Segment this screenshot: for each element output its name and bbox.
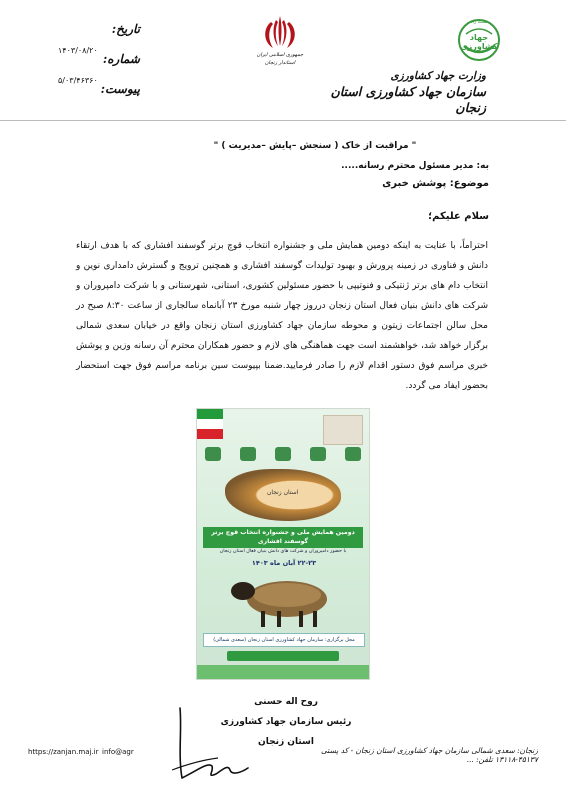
logo-icon [240, 447, 256, 461]
leaders-portraits-image [323, 415, 363, 445]
letter-body-paragraph: احتراماً، با عنایت به اینکه دومین همایش ملی و جشنواره انتخاب قوچ برتر گوسفند افشاری که با هدف ارتقاء دانش و فناوری در زمینه پرورش و بهبود تولیدات گوسفند افشاری و همچنین ترویج و گسترش دامداری نوین و انتخاب دام های برتر ژنتیکی و فنوتیپی با حضور مسئولین کشوری، استانی، شهرستانی و با شرکت دامپروران و شرکت های دانش بنیان فعال استان زنجان درروز چهار شنبه مورخ ۲۳ آبانماه سالجاری از ساعت ۸:۳۰ صبح در محل سالن اجتماعات زیتون و محوطه سازمان جهاد کشاورزی استان زنجان واقع در خیابان سعدی شمالی برگزار خواهد شد، خواهشمند است جهت هماهنگی های لازم و حضور همکاران محترم آن رسانه وزین و پوشش خبری مراسم فوق دستور اقدام لازم را صادر فرمایید.ضمنا بپیوست سین برنامه مراسم فوق جهت استحضار بحضور ایفاد می گردد. [76, 241, 488, 391]
greeting: سلام علیکم؛ [428, 211, 489, 222]
number-value: ۵/۰۳/۴۶۳۶۰ [58, 76, 98, 85]
logo-icon [275, 447, 291, 461]
poster-venue: محل برگزاری: سازمان جهاد کشاورزی استان زنجان (سعدی شمالی) [203, 633, 365, 647]
attachment-label: پیوست: [100, 82, 140, 96]
poster-title: دومین همایش ملی و جشنواره انتخاب قوچ برتر گوسفند افشاری [203, 527, 363, 548]
map-label: استان زنجان [267, 489, 299, 496]
number-label: شماره: [102, 52, 140, 66]
sheep-image [221, 569, 341, 629]
jahad-logo [450, 18, 508, 62]
recipient-line: به: مدیر مسئول محترم رسانه..... [341, 161, 489, 171]
website-link[interactable]: https://zanjan.maj.ir [28, 748, 99, 756]
handwritten-signature [168, 700, 258, 790]
ministry-name: وزارت جهاد کشاورزی [390, 70, 486, 82]
emblem-caption: جمهوری اسلامی ایران [256, 52, 304, 58]
poster-bar [227, 651, 339, 661]
organization-name: سازمان جهاد کشاورزی استان زنجان [330, 84, 486, 115]
logo-icon [205, 447, 221, 461]
logo-icon [345, 447, 361, 461]
signer-name: روح اله حسنی [254, 697, 318, 707]
iran-flag-icon [197, 409, 223, 439]
logo-text: جهاد کشاورزی [460, 33, 498, 51]
email-link[interactable]: info@agr [102, 748, 134, 756]
poster-subtitle: با حضور دامپروران و شرکت های دانش بنیان فعال استان زنجان [219, 549, 347, 554]
poster-logos-row [205, 447, 361, 463]
date-label: تاریخ: [111, 22, 140, 36]
logo-top-text: نقشه راه [470, 20, 488, 25]
postal-address: زنجان: سعدی شمالی سازمان جهاد کشاورزی استان زنجان - کد پستی ۴۵۱۳۷-۱۳۱۱۸ تلفن: ... [321, 746, 538, 764]
emblem-subcaption: استاندار زنجان [264, 60, 296, 66]
letter-meta-values [58, 34, 133, 96]
ministry-title [296, 68, 486, 116]
slogan: " مراقبت از خاک ( سنجش –پایش –مدیریت ) " [213, 141, 417, 151]
date-value: ۱۴۰۳/۰۸/۲۰ [58, 46, 98, 55]
event-poster [196, 408, 370, 680]
poster-footer-strip [197, 665, 369, 679]
province-map-collage [225, 469, 341, 521]
subject-line: موضوع: پوشش خبری [382, 178, 489, 189]
signer-title: رئیس سازمان جهاد کشاورزی استان زنجان [220, 717, 352, 747]
poster-dates: ۲۲-۲۳ آبان ماه ۱۴۰۳ [251, 559, 317, 567]
header-divider [0, 120, 566, 121]
logo-icon [310, 447, 326, 461]
